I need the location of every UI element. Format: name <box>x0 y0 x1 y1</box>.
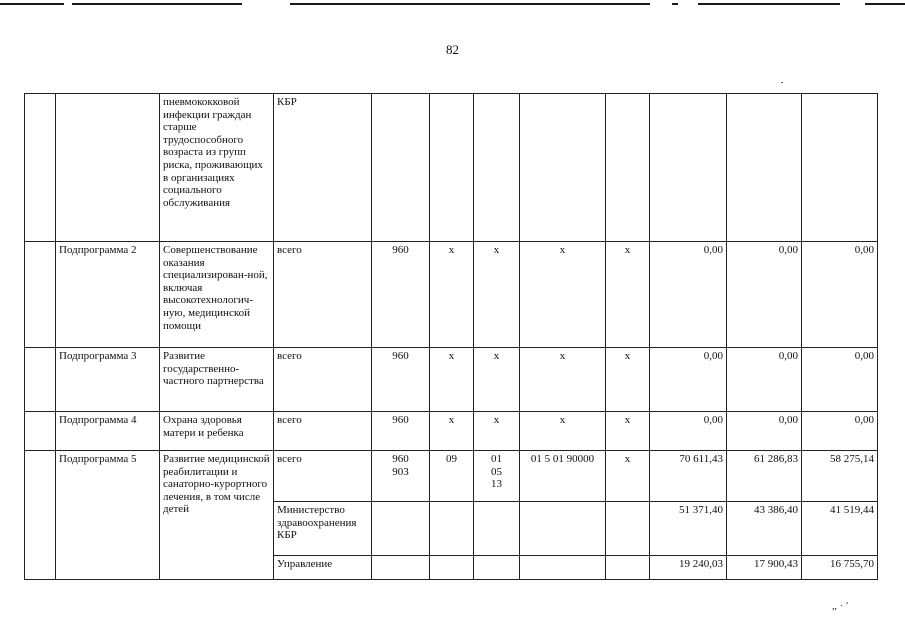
cell-program: Подпрограмма 2 <box>56 242 160 348</box>
cell-csr: х <box>520 242 606 348</box>
cell-pr: х <box>474 412 520 451</box>
cell-grbs: 960 903 <box>372 451 430 502</box>
cell-executor: Управление <box>274 556 372 580</box>
table-row-subprogram-3 <box>25 348 878 412</box>
cell-grbs: 960 <box>372 412 430 451</box>
cell-name: Развитие медицинской реабилитации и санаторно-курортного лечения, в том числе детей <box>160 451 274 580</box>
cell-year1: 70 611,43 <box>650 451 727 502</box>
cell-year3: 16 755,70 <box>802 556 878 580</box>
cell-program <box>56 94 160 242</box>
cell-index <box>25 242 56 348</box>
cell-name: пневмококковой инфекции граждан старше трудоспособного возраста из групп риска, проживающих в организациях социального обслуживания <box>160 94 274 242</box>
scan-line-1 <box>0 3 64 5</box>
cell-year2: 61 286,83 <box>727 451 802 502</box>
cell-pr: х <box>474 242 520 348</box>
scan-speck <box>781 82 783 83</box>
scan-line-6 <box>865 3 905 5</box>
cell-grbs <box>372 502 430 556</box>
cell-year1: 0,00 <box>650 412 727 451</box>
cell-year2: 43 386,40 <box>727 502 802 556</box>
table-row-subprogram-5 <box>25 451 878 502</box>
cell-rz: х <box>430 242 474 348</box>
cell-rz <box>430 502 474 556</box>
cell-index <box>25 451 56 580</box>
cell-vr: х <box>606 412 650 451</box>
cell-year1 <box>650 94 727 242</box>
cell-executor: КБР <box>274 94 372 242</box>
cell-year1: 51 371,40 <box>650 502 727 556</box>
cell-vr <box>606 94 650 242</box>
cell-year3: 58 275,14 <box>802 451 878 502</box>
cell-index <box>25 94 56 242</box>
cell-year2: 0,00 <box>727 348 802 412</box>
cell-grbs: 960 <box>372 242 430 348</box>
cell-year2: 0,00 <box>727 412 802 451</box>
scan-line-5 <box>698 3 840 5</box>
cell-vr: х <box>606 451 650 502</box>
cell-grbs: 960 <box>372 348 430 412</box>
table-row-subprogram-4 <box>25 412 878 451</box>
cell-rz <box>430 556 474 580</box>
cell-name: Развитие государственно-частного партнерства <box>160 348 274 412</box>
cell-pr <box>474 556 520 580</box>
cell-year3: 0,00 <box>802 242 878 348</box>
cell-rz: х <box>430 412 474 451</box>
cell-executor: Министерство здравоохранения КБР <box>274 502 372 556</box>
cell-csr: х <box>520 348 606 412</box>
scan-line-4 <box>672 3 678 5</box>
cell-name: Совершенствование оказания специализирован-ной, включая высокотехнологич-ную, медицинской помощи <box>160 242 274 348</box>
table-row-continuation <box>25 94 878 242</box>
cell-year2 <box>727 94 802 242</box>
cell-name: Охрана здоровья матери и ребенка <box>160 412 274 451</box>
cell-pr: х <box>474 348 520 412</box>
cell-executor: всего <box>274 451 372 502</box>
cell-executor: всего <box>274 348 372 412</box>
cell-program: Подпрограмма 4 <box>56 412 160 451</box>
cell-year1: 0,00 <box>650 348 727 412</box>
cell-rz: х <box>430 348 474 412</box>
corner-marks: „ · ′ <box>832 600 849 612</box>
scan-line-3 <box>290 3 650 5</box>
cell-year1: 19 240,03 <box>650 556 727 580</box>
cell-rz <box>430 94 474 242</box>
cell-grbs <box>372 94 430 242</box>
cell-vr: х <box>606 242 650 348</box>
cell-year3 <box>802 94 878 242</box>
cell-rz: 09 <box>430 451 474 502</box>
program-table <box>24 93 878 580</box>
cell-vr <box>606 502 650 556</box>
cell-vr <box>606 556 650 580</box>
cell-pr <box>474 502 520 556</box>
cell-csr <box>520 94 606 242</box>
cell-csr <box>520 502 606 556</box>
cell-vr: х <box>606 348 650 412</box>
cell-year2: 0,00 <box>727 242 802 348</box>
page-number: 82 <box>446 42 459 57</box>
cell-index <box>25 412 56 451</box>
cell-year3: 0,00 <box>802 412 878 451</box>
cell-csr <box>520 556 606 580</box>
cell-executor: всего <box>274 412 372 451</box>
cell-year3: 41 519,44 <box>802 502 878 556</box>
cell-pr <box>474 94 520 242</box>
cell-year3: 0,00 <box>802 348 878 412</box>
cell-year1: 0,00 <box>650 242 727 348</box>
cell-csr: 01 5 01 90000 <box>520 451 606 502</box>
cell-pr: 01 05 13 <box>474 451 520 502</box>
scan-line-2 <box>72 3 242 5</box>
cell-year2: 17 900,43 <box>727 556 802 580</box>
cell-csr: х <box>520 412 606 451</box>
cell-program: Подпрограмма 3 <box>56 348 160 412</box>
cell-executor: всего <box>274 242 372 348</box>
cell-program: Подпрограмма 5 <box>56 451 160 580</box>
table-row-subprogram-2 <box>25 242 878 348</box>
cell-index <box>25 348 56 412</box>
cell-grbs <box>372 556 430 580</box>
